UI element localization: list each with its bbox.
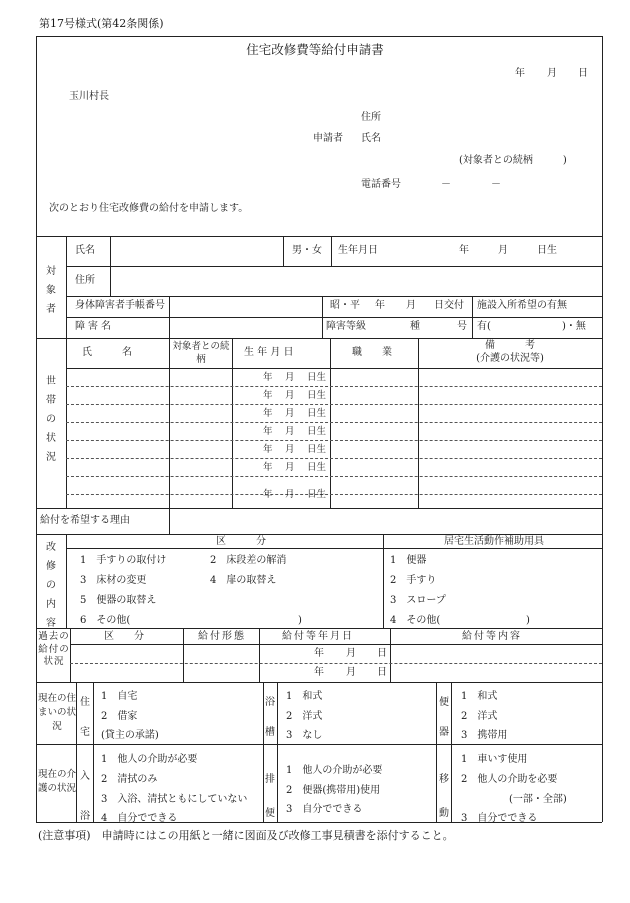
birth-day-label: 日生 — [537, 245, 557, 256]
issued-month-label: 月 — [406, 300, 416, 311]
care-item: 1 他人の介助が必要 — [101, 754, 198, 765]
household-col-notes: 備 考 — [485, 340, 535, 351]
grid-line — [36, 744, 602, 745]
grid-line — [183, 628, 184, 682]
grid-line — [110, 236, 111, 296]
dashed-row-line — [66, 440, 602, 441]
grid-line — [36, 628, 602, 629]
statement: 次のとおり住宅改修費の給付を申請します。 — [49, 203, 249, 214]
past-col-category: 区 分 — [104, 631, 144, 642]
renovation-item: 2 床段差の解消 — [210, 555, 287, 566]
grid-line — [283, 236, 284, 266]
residence-label: 現在の住まいの状況 — [38, 693, 77, 732]
form-title: 住宅改修費等給付申請書 — [246, 42, 384, 57]
household-col-birth: 生 年 月 日 — [244, 347, 294, 358]
household-col-name: 氏 名 — [82, 347, 132, 358]
bath-item: 3 なし — [286, 730, 323, 741]
grade-unit-label: 種 — [410, 321, 420, 332]
household-col-job: 職 業 — [352, 347, 392, 358]
aid-item: 3 スロープ — [390, 595, 446, 606]
issued-label: 日交付 — [434, 300, 464, 311]
aid-item: 1 便器 — [390, 555, 427, 566]
household-row-birth: 年 月 日生 — [263, 372, 327, 383]
grid-line — [169, 338, 170, 508]
grid-line — [70, 628, 71, 682]
date-day-label: 日 — [578, 68, 588, 79]
applicant-relation-label: (対象者との続柄 ) — [459, 155, 567, 166]
bath-item: 1 和式 — [286, 691, 323, 702]
grid-line — [232, 338, 233, 508]
subject-side-label: 対象者 — [46, 266, 56, 315]
phone-dash: － — [441, 179, 451, 190]
grid-line — [390, 628, 391, 682]
grid-line — [93, 682, 94, 822]
toilet-item: 3 携帯用 — [461, 730, 508, 741]
excretion-item: 2 便器(携帯用)使用 — [286, 785, 381, 796]
past-date-day: 日 — [377, 648, 387, 659]
frame-left — [36, 36, 37, 822]
subject-birth-label: 生年月日 — [338, 245, 378, 256]
grid-line — [451, 682, 452, 822]
grid-line — [331, 236, 332, 266]
handbook-number-label: 身体障害者手帳番号 — [75, 300, 165, 311]
grid-line — [70, 644, 602, 645]
section-line — [36, 236, 602, 237]
dashed-row-line — [66, 494, 602, 495]
grid-line — [66, 548, 602, 549]
excretion-item: 1 他人の介助が必要 — [286, 765, 383, 776]
past-date-day: 日 — [377, 667, 387, 678]
grid-line — [66, 266, 602, 267]
renovation-item: 1 手すりの取付け — [80, 555, 167, 566]
mobility-item: 1 車いす使用 — [461, 754, 528, 765]
renovation-side-label: 改修の内容 — [46, 542, 56, 629]
subject-gender-label: 男・女 — [292, 245, 322, 256]
grid-line — [66, 368, 602, 369]
date-year-label: 年 — [515, 68, 525, 79]
issued-year-label: 年 — [375, 300, 385, 311]
disability-grade-label: 障害等級 — [326, 321, 366, 332]
past-date-month: 月 — [346, 667, 356, 678]
aid-item: ) — [506, 615, 530, 626]
dashed-row-line — [66, 404, 602, 405]
reason-label: 給付を希望する理由 — [40, 515, 130, 526]
household-row-birth: 年 月 日生 — [263, 390, 327, 401]
past-date-year: 年 — [314, 667, 324, 678]
care-mobility-label: 移動 — [439, 774, 449, 819]
era-label: 昭・平 — [330, 300, 360, 311]
subject-name-label: 氏名 — [75, 245, 95, 256]
grid-line — [36, 338, 602, 339]
frame-right — [602, 36, 603, 822]
toilet-item: 1 和式 — [461, 691, 498, 702]
facility-wish-label: 施設入所希望の有無 — [477, 300, 567, 311]
presence-label: 有( — [477, 321, 491, 332]
mobility-item: 3 自分でできる — [461, 813, 538, 824]
grid-line — [169, 296, 170, 338]
renovation-item: ) — [278, 615, 302, 626]
care-excretion-label: 排便 — [265, 774, 275, 819]
grid-line — [76, 682, 77, 822]
care-bath-label: 入浴 — [80, 771, 90, 822]
grid-line — [36, 682, 602, 683]
residence-housing-label: 住宅 — [80, 697, 90, 738]
household-col-relation: 対象者との続柄 — [172, 341, 230, 365]
grid-line — [36, 508, 602, 509]
attention-note: (注意事項) 申請時にはこの用紙と一緒に図面及び改修工事見積書を添付すること。 — [38, 829, 454, 842]
residence-toilet-label: 便器 — [439, 697, 449, 738]
care-item: 2 清拭のみ — [101, 774, 158, 785]
dashed-row-line — [66, 458, 602, 459]
care-label: 現在の介護の状況 — [38, 769, 77, 794]
past-side-label: 過去の給付の状況 — [38, 631, 70, 667]
renovation-item: 4 扉の取替え — [210, 575, 277, 586]
household-row-birth: 年 月 日生 — [263, 408, 327, 419]
dashed-row-line — [66, 386, 602, 387]
form-number: 第17号様式(第42条関係) — [39, 17, 164, 30]
grid-line — [259, 628, 260, 682]
toilet-item: 2 洋式 — [461, 711, 498, 722]
applicant-label: 申請者 — [313, 133, 343, 144]
grid-line — [322, 296, 323, 338]
applicant-phone-label: 電話番号 — [361, 179, 401, 190]
grid-line — [66, 296, 602, 297]
aid-item: 2 手すり — [390, 575, 437, 586]
dashed-row-line — [66, 476, 602, 477]
household-row-birth: 年 月 日生 — [263, 444, 327, 455]
renovation-head-right: 居宅生活動作補助用具 — [444, 536, 544, 547]
renovation-item: 3 床材の変更 — [80, 575, 147, 586]
past-col-date: 給付等年月日 — [282, 631, 354, 642]
bath-item: 2 洋式 — [286, 711, 323, 722]
grid-line — [472, 296, 473, 338]
grid-line — [277, 682, 278, 822]
mobility-item: 2 他人の介助を必要 — [461, 774, 558, 785]
care-item: 3 入浴、清拭ともにしていない — [101, 794, 248, 805]
residence-bath-label: 浴槽 — [265, 697, 275, 738]
mobility-item: (一部・全部) — [509, 794, 567, 805]
date-month-label: 月 — [547, 68, 557, 79]
disability-name-label: 障害名 — [75, 321, 114, 332]
dashed-row-line — [70, 663, 602, 664]
renovation-item: 5 便器の取替え — [80, 595, 157, 606]
household-row-birth: 年 月 日生 — [263, 489, 327, 500]
birth-month-label: 月 — [498, 245, 508, 256]
residence-item: 1 自宅 — [101, 691, 138, 702]
dashed-row-line — [66, 422, 602, 423]
birth-year-label: 年 — [459, 245, 469, 256]
applicant-address-label: 住所 — [361, 112, 381, 123]
household-row-birth: 年 月 日生 — [263, 426, 327, 437]
past-col-form: 給付形態 — [198, 631, 246, 642]
excretion-item: 3 自分でできる — [286, 804, 363, 815]
past-date-year: 年 — [314, 648, 324, 659]
renovation-head-left: 区 分 — [216, 536, 266, 547]
past-date-month: 月 — [346, 648, 356, 659]
grid-line — [66, 317, 602, 318]
presence-end-label: )・無 — [562, 321, 586, 332]
care-item: 4 自分でできる — [101, 813, 178, 824]
grid-line — [36, 534, 602, 535]
household-row-birth: 年 月 日生 — [263, 462, 327, 473]
addressee: 玉川村長 — [69, 91, 109, 102]
grade-number-label: 号 — [457, 321, 467, 332]
grid-line — [169, 508, 170, 534]
past-col-content: 給付等内容 — [462, 631, 522, 642]
subject-address-label: 住所 — [75, 275, 95, 286]
grid-line — [330, 338, 331, 508]
grid-line — [66, 236, 67, 338]
phone-dash: － — [491, 179, 501, 190]
aid-item: 4 その他( — [390, 615, 441, 626]
applicant-name-label: 氏名 — [361, 133, 381, 144]
frame-top — [36, 36, 602, 37]
grid-line — [66, 338, 67, 508]
renovation-item: 6 その他( — [80, 615, 131, 626]
residence-item: (貸主の承諾) — [101, 730, 159, 741]
household-col-notes-sub: (介護の状況等) — [476, 353, 544, 364]
residence-item: 2 借家 — [101, 711, 138, 722]
household-side-label: 世帯の状況 — [46, 376, 56, 463]
